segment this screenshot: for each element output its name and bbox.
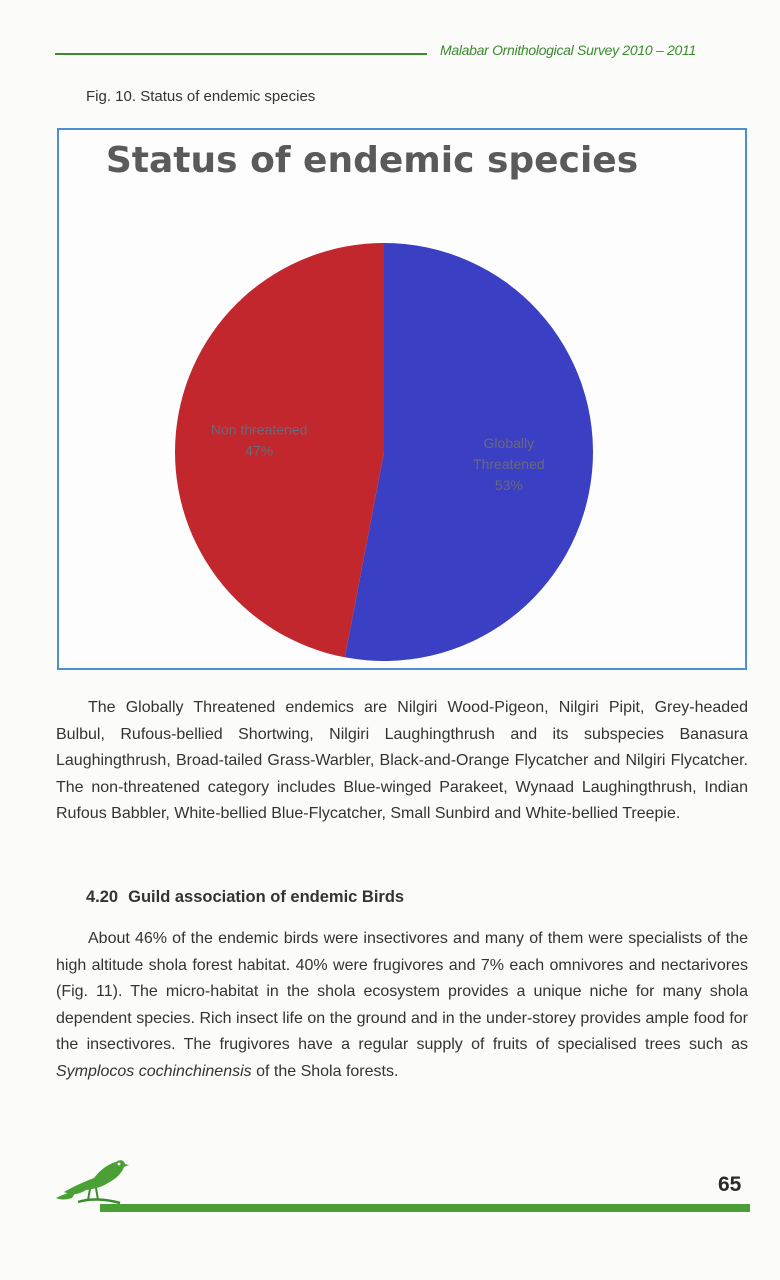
- paragraph-text-b: of the Shola forests.: [251, 1062, 399, 1080]
- paragraph-text-a: About 46% of the endemic birds were insectivores and many of them were specialists of the high altitude shola forest habitat. 40% were frugivores and 7% each omnivores and nectarivores (Fig. 11). The micro-habitat in the shola ecosystem provides a unique niche for many shola dependent species. Rich insect life on the ground and in the under-storey provides ample food for the insectivores. The frugivores have a regular supply of fruits of specialised trees such as: [56, 930, 748, 1053]
- section-heading: [86, 888, 404, 907]
- bird-icon: [50, 1148, 130, 1210]
- pie-slice-non-threatened: [175, 243, 384, 657]
- section-number: 4.20: [86, 888, 119, 906]
- header-rule: [55, 53, 427, 55]
- section-title: Guild association of endemic Birds: [128, 888, 405, 906]
- figure-frame: [57, 128, 747, 670]
- species-name: Symplocos cochinchinensis: [56, 1062, 252, 1080]
- figure-caption: Fig. 10. Status of endemic species: [86, 88, 316, 105]
- page-number: 65: [718, 1173, 742, 1196]
- pie-label-non-threatened: Non threatened 47%: [210, 421, 308, 459]
- pie-chart: [59, 130, 745, 668]
- paragraph-endemic-status: The Globally Threatened endemics are Nilgiri Wood-Pigeon, Nilgiri Pipit, Grey-headed Bulbul, Rufous-bellied Shortwing, Nilgiri Laughingthrush and its subspecies Banasura Laughingthrush, Broad-tailed Grass-Warbler, Black-and-Orange Flycatcher and Nilgiri Flycatcher. The non-threatened category includes Blue-winged Parakeet, Wynaad Laughingthrush, Indian Rufous Babbler, White-bellied Blue-Flycatcher, Small Sunbird and White-bellied Treepie.: [56, 699, 748, 822]
- chart-title: Status of endemic species: [105, 140, 639, 181]
- running-header: Malabar Ornithological Survey 2010 – 2011: [440, 42, 696, 58]
- paragraph-guild-association: [56, 926, 748, 1085]
- pie-label-globally-threatened: Globally Threatened 53%: [473, 434, 545, 493]
- footer-rule: [100, 1204, 750, 1212]
